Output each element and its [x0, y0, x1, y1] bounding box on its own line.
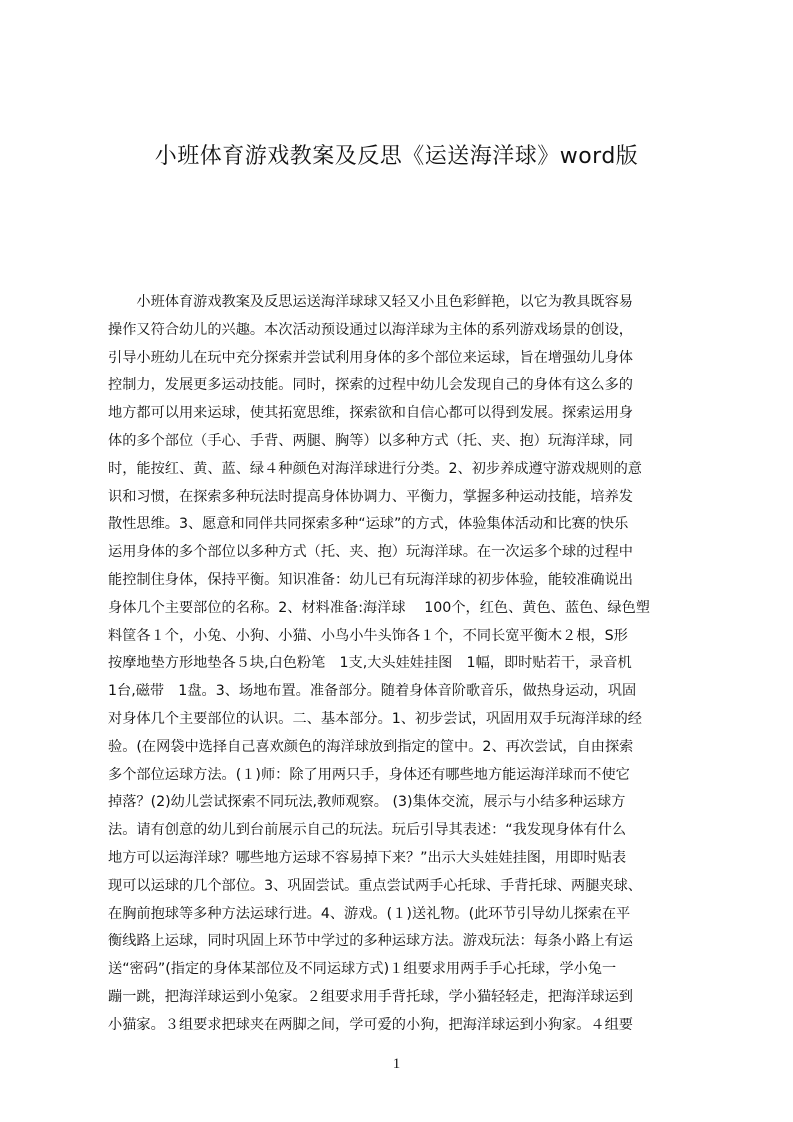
text-line: 衡线路上运球，同时巩固上环节中学过的多种运球方法。游戏玩法：每条小路上有运 — [108, 933, 633, 950]
text-line: 引导小班幼儿在玩中充分探索并尝试利用身体的多个部位来运球，旨在增强幼儿身体 — [108, 349, 633, 366]
text-line: 多个部位运球方法。(１)师：除了用两只手，身体还有哪些地方能运海洋球而不使它 — [108, 766, 630, 783]
text-line: 地方可以运海洋球？哪些地方运球不容易掉下来？”出示大头娃娃挂图，用即时贴表 — [108, 849, 627, 866]
text-line: 法。请有创意的幼儿到台前展示自己的玩法。玩后引导其表述：“我发现身体有什么 — [108, 822, 627, 839]
text-line: 现可以运球的几个部位。3、巩固尝试。重点尝试两手心托球、手背托球、两腿夹球、 — [108, 877, 642, 894]
text-line: 时，能按红、黄、蓝、绿４种颜色对海洋球进行分类。2、初步养成遵守游戏规则的意 — [108, 460, 642, 477]
text-line: 验。(在网袋中选择自己喜欢颜色的海洋球放到指定的筐中。2、再次尝试，自由探索 — [108, 738, 634, 755]
text-line: 按摩地垫方形地垫各５块,白色粉笔 1支,大头娃娃挂图 1幅，即时贴若干，录音机 — [108, 655, 632, 672]
text-line: 运用身体的多个部位以多种方式（托、夹、抱）玩海洋球。在一次运多个球的过程中 — [108, 544, 633, 561]
document-title: 小班体育游戏教案及反思《运送海洋球》word版 — [154, 144, 639, 169]
text-line: 能控制住身体，保持平衡。知识准备：幼儿已有玩海洋球的初步体验，能较准确说出 — [108, 571, 633, 588]
text-line: 掉落？(2)幼儿尝试探索不同玩法,教师观察。 (3)集体交流，展示与小结多种运球方 — [108, 794, 626, 811]
text-line: 料筐各１个，小兔、小狗、小猫、小鸟小牛头饰各１个，不同长宽平衡木２根，S形 — [108, 627, 628, 644]
text-line: 1台,磁带 1盘。3、场地布置。准备部分。随着身体音阶歌音乐，做热身运动，巩固 — [108, 683, 637, 700]
text-line: 身体几个主要部位的名称。2、材料准备:海洋球 100个，红色、黄色、蓝色、绿色塑 — [108, 599, 650, 616]
text-line: 地方都可以用来运球，使其拓宽思维，探索欲和自信心都可以得到发展。探索运用身 — [108, 405, 633, 422]
text-line: 识和习惯，在探索多种玩法时提高身体协调力、平衡力，掌握多种运动技能，培养发 — [108, 488, 633, 505]
text-line: 散性思维。3、愿意和同伴共同探索多种“运球”的方式，体验集体活动和比赛的快乐 — [108, 516, 629, 533]
text-line: 在胸前抱球等多种方法运球行进。4、游戏。(１)送礼物。(此环节引导幼儿探索在平 — [108, 905, 631, 922]
text-line: 送“密码”(指定的身体某部位及不同运球方式)１组要求用两手手心托球，学小兔一 — [108, 961, 617, 978]
text-line: 蹦一跳，把海洋球运到小兔家。２组要求用手背托球，学小猫轻轻走，把海洋球运到 — [108, 988, 633, 1005]
body-paragraph — [108, 289, 698, 1041]
text-line: 对身体几个主要部位的认识。二、基本部分。1、初步尝试，巩固用双手玩海洋球的经 — [108, 710, 642, 727]
text-line: 操作又符合幼儿的兴趣。本次活动预设通过以海洋球为主体的系列游戏场景的创设， — [108, 321, 633, 338]
text-line: 小班体育游戏教案及反思运送海洋球球又轻又小且色彩鲜艳，以它为教具既容易 — [108, 294, 633, 310]
text-line: 控制力，发展更多运动技能。同时，探索的过程中幼儿会发现自己的身体有这么多的 — [108, 377, 633, 394]
text-line: 体的多个部位（手心、手背、两腿、胸等）以多种方式（托、夹、抱）玩海洋球，同 — [108, 432, 633, 449]
page-number: 1 — [392, 1056, 401, 1072]
text-line: 小猫家。３组要求把球夹在两脚之间，学可爱的小狗，把海洋球运到小狗家。４组要 — [108, 1016, 633, 1033]
